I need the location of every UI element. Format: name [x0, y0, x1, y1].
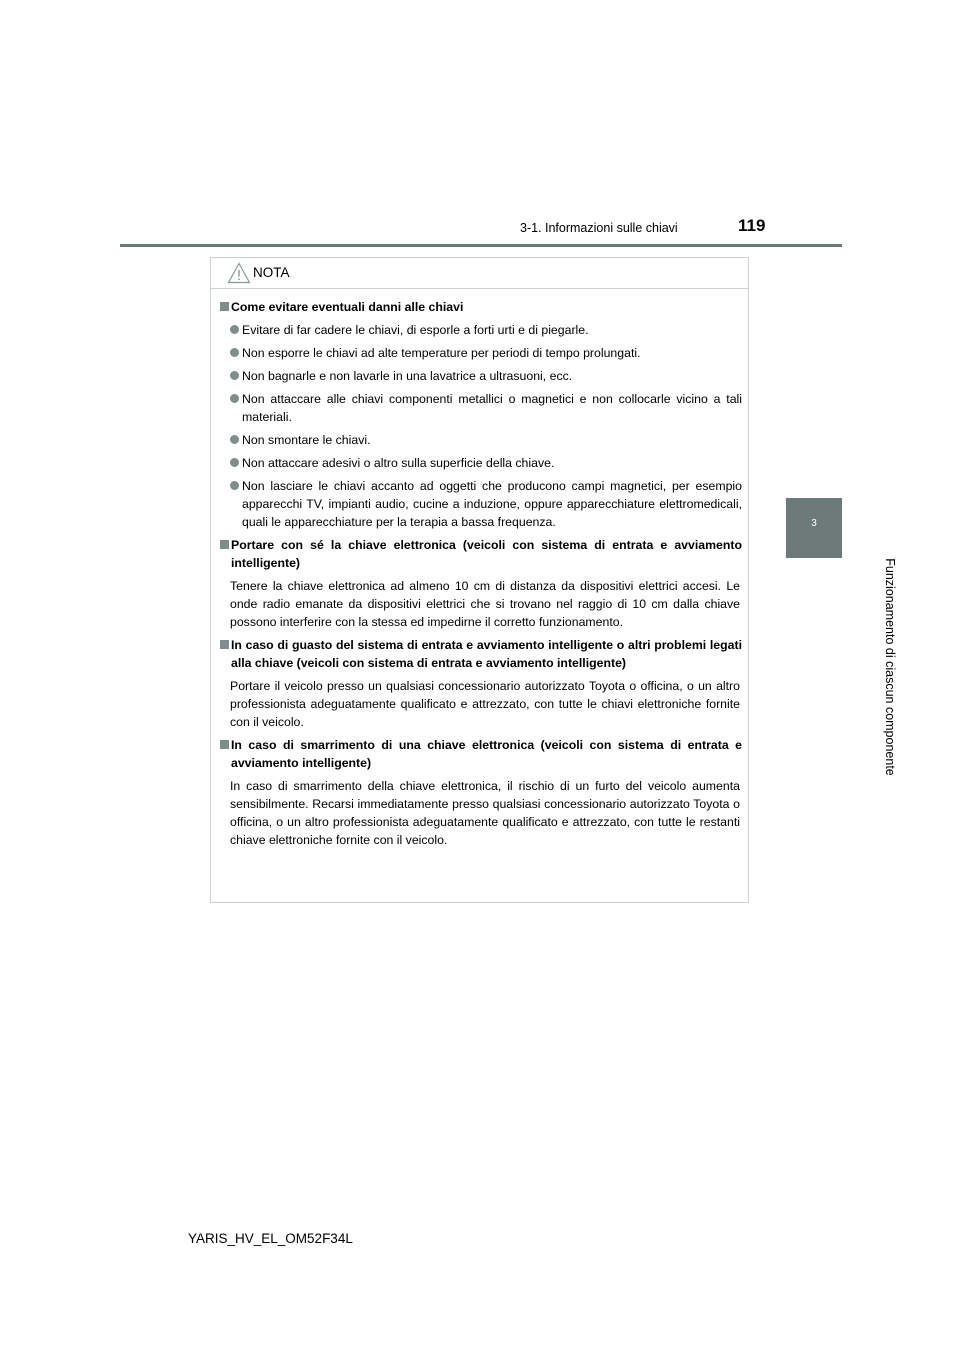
section-heading: Come evitare eventuali danni alle chiavi — [220, 298, 742, 316]
chapter-tab[interactable] — [786, 498, 842, 558]
round-bullet-icon — [230, 325, 239, 334]
square-bullet-icon — [220, 540, 229, 549]
list-item: Non smontare le chiavi. — [220, 431, 742, 449]
section-paragraph: Portare il veicolo presso un qualsiasi concessionario autorizzato Toyota o officina, o un altro professionista adeguatamente qualificato e attrezzato, con tutte le chiavi elettroniche fornite con il veicolo. — [230, 679, 740, 729]
section-paragraph: Tenere la chiave elettronica ad almeno 10 cm di distanza da dispositivi elettrici accesi. Le onde radio emanate da dispositivi elettrici che si trovano nel raggio di 10 cm dalla chiave possono interferire con la stessa ed impedirne il corretto funzionamento. — [230, 579, 740, 629]
note-section — [220, 536, 742, 631]
square-bullet-icon — [220, 302, 229, 311]
list-item: Non lasciare le chiavi accanto ad oggetti che producono campi magnetici, per esempio apparecchi TV, impianti audio, cucine a induzione, oppure apparecchiature elettromedicali, quali le apparecchiature per la terapia a bassa frequenza. — [220, 477, 742, 531]
section-heading: Portare con sé la chiave elettronica (veicoli con sistema di entrata e avviamento intelligente) — [220, 536, 742, 572]
round-bullet-icon — [230, 394, 239, 403]
note-section — [220, 298, 742, 531]
list-item: Evitare di far cadere le chiavi, di esporle a forti urti e di piegarle. — [220, 321, 742, 339]
note-body — [211, 289, 748, 849]
document-code: YARIS_HV_EL_OM52F34L — [188, 1231, 353, 1246]
header-rule — [120, 244, 842, 247]
section-title: 3-1. Informazioni sulle chiavi — [520, 221, 678, 235]
chapter-title: Funzionamento di ciascun componente — [883, 558, 897, 776]
page-number: 119 — [738, 216, 766, 235]
chapter-number: 3 — [811, 518, 817, 529]
round-bullet-icon — [230, 458, 239, 467]
note-box — [210, 257, 749, 903]
list-item: Non attaccare alle chiavi componenti metallici o magnetici e non collocarle vicino a tali materiali. — [220, 390, 742, 426]
round-bullet-icon — [230, 481, 239, 490]
square-bullet-icon — [220, 740, 229, 749]
note-section — [220, 736, 742, 849]
note-title: NOTA — [253, 265, 290, 280]
round-bullet-icon — [230, 435, 239, 444]
warning-triangle-icon — [227, 262, 251, 284]
section-heading: In caso di smarrimento di una chiave elettronica (veicoli con sistema di entrata e avviamento intelligente) — [220, 736, 742, 772]
note-header — [211, 258, 748, 289]
list-item: Non attaccare adesivi o altro sulla superficie della chiave. — [220, 454, 742, 472]
list-item: Non bagnarle e non lavarle in una lavatrice a ultrasuoni, ecc. — [220, 367, 742, 385]
list-item: Non esporre le chiavi ad alte temperature per periodi di tempo prolungati. — [220, 344, 742, 362]
section-paragraph: In caso di smarrimento della chiave elettronica, il rischio di un furto del veicolo aumenta sensibilmente. Recarsi immediatamente presso qualsiasi concessionario autorizzato Toyota o officina, o un altro professionista adeguatamente qualificato e attrezzato, con tutte le restanti chiave elettroniche fornite con il veicolo. — [230, 779, 740, 847]
square-bullet-icon — [220, 640, 229, 649]
round-bullet-icon — [230, 348, 239, 357]
round-bullet-icon — [230, 371, 239, 380]
note-section — [220, 636, 742, 731]
section-heading: In caso di guasto del sistema di entrata e avviamento intelligente o altri problemi legati alla chiave (veicoli con sistema di entrata e avviamento intelligente) — [220, 636, 742, 672]
